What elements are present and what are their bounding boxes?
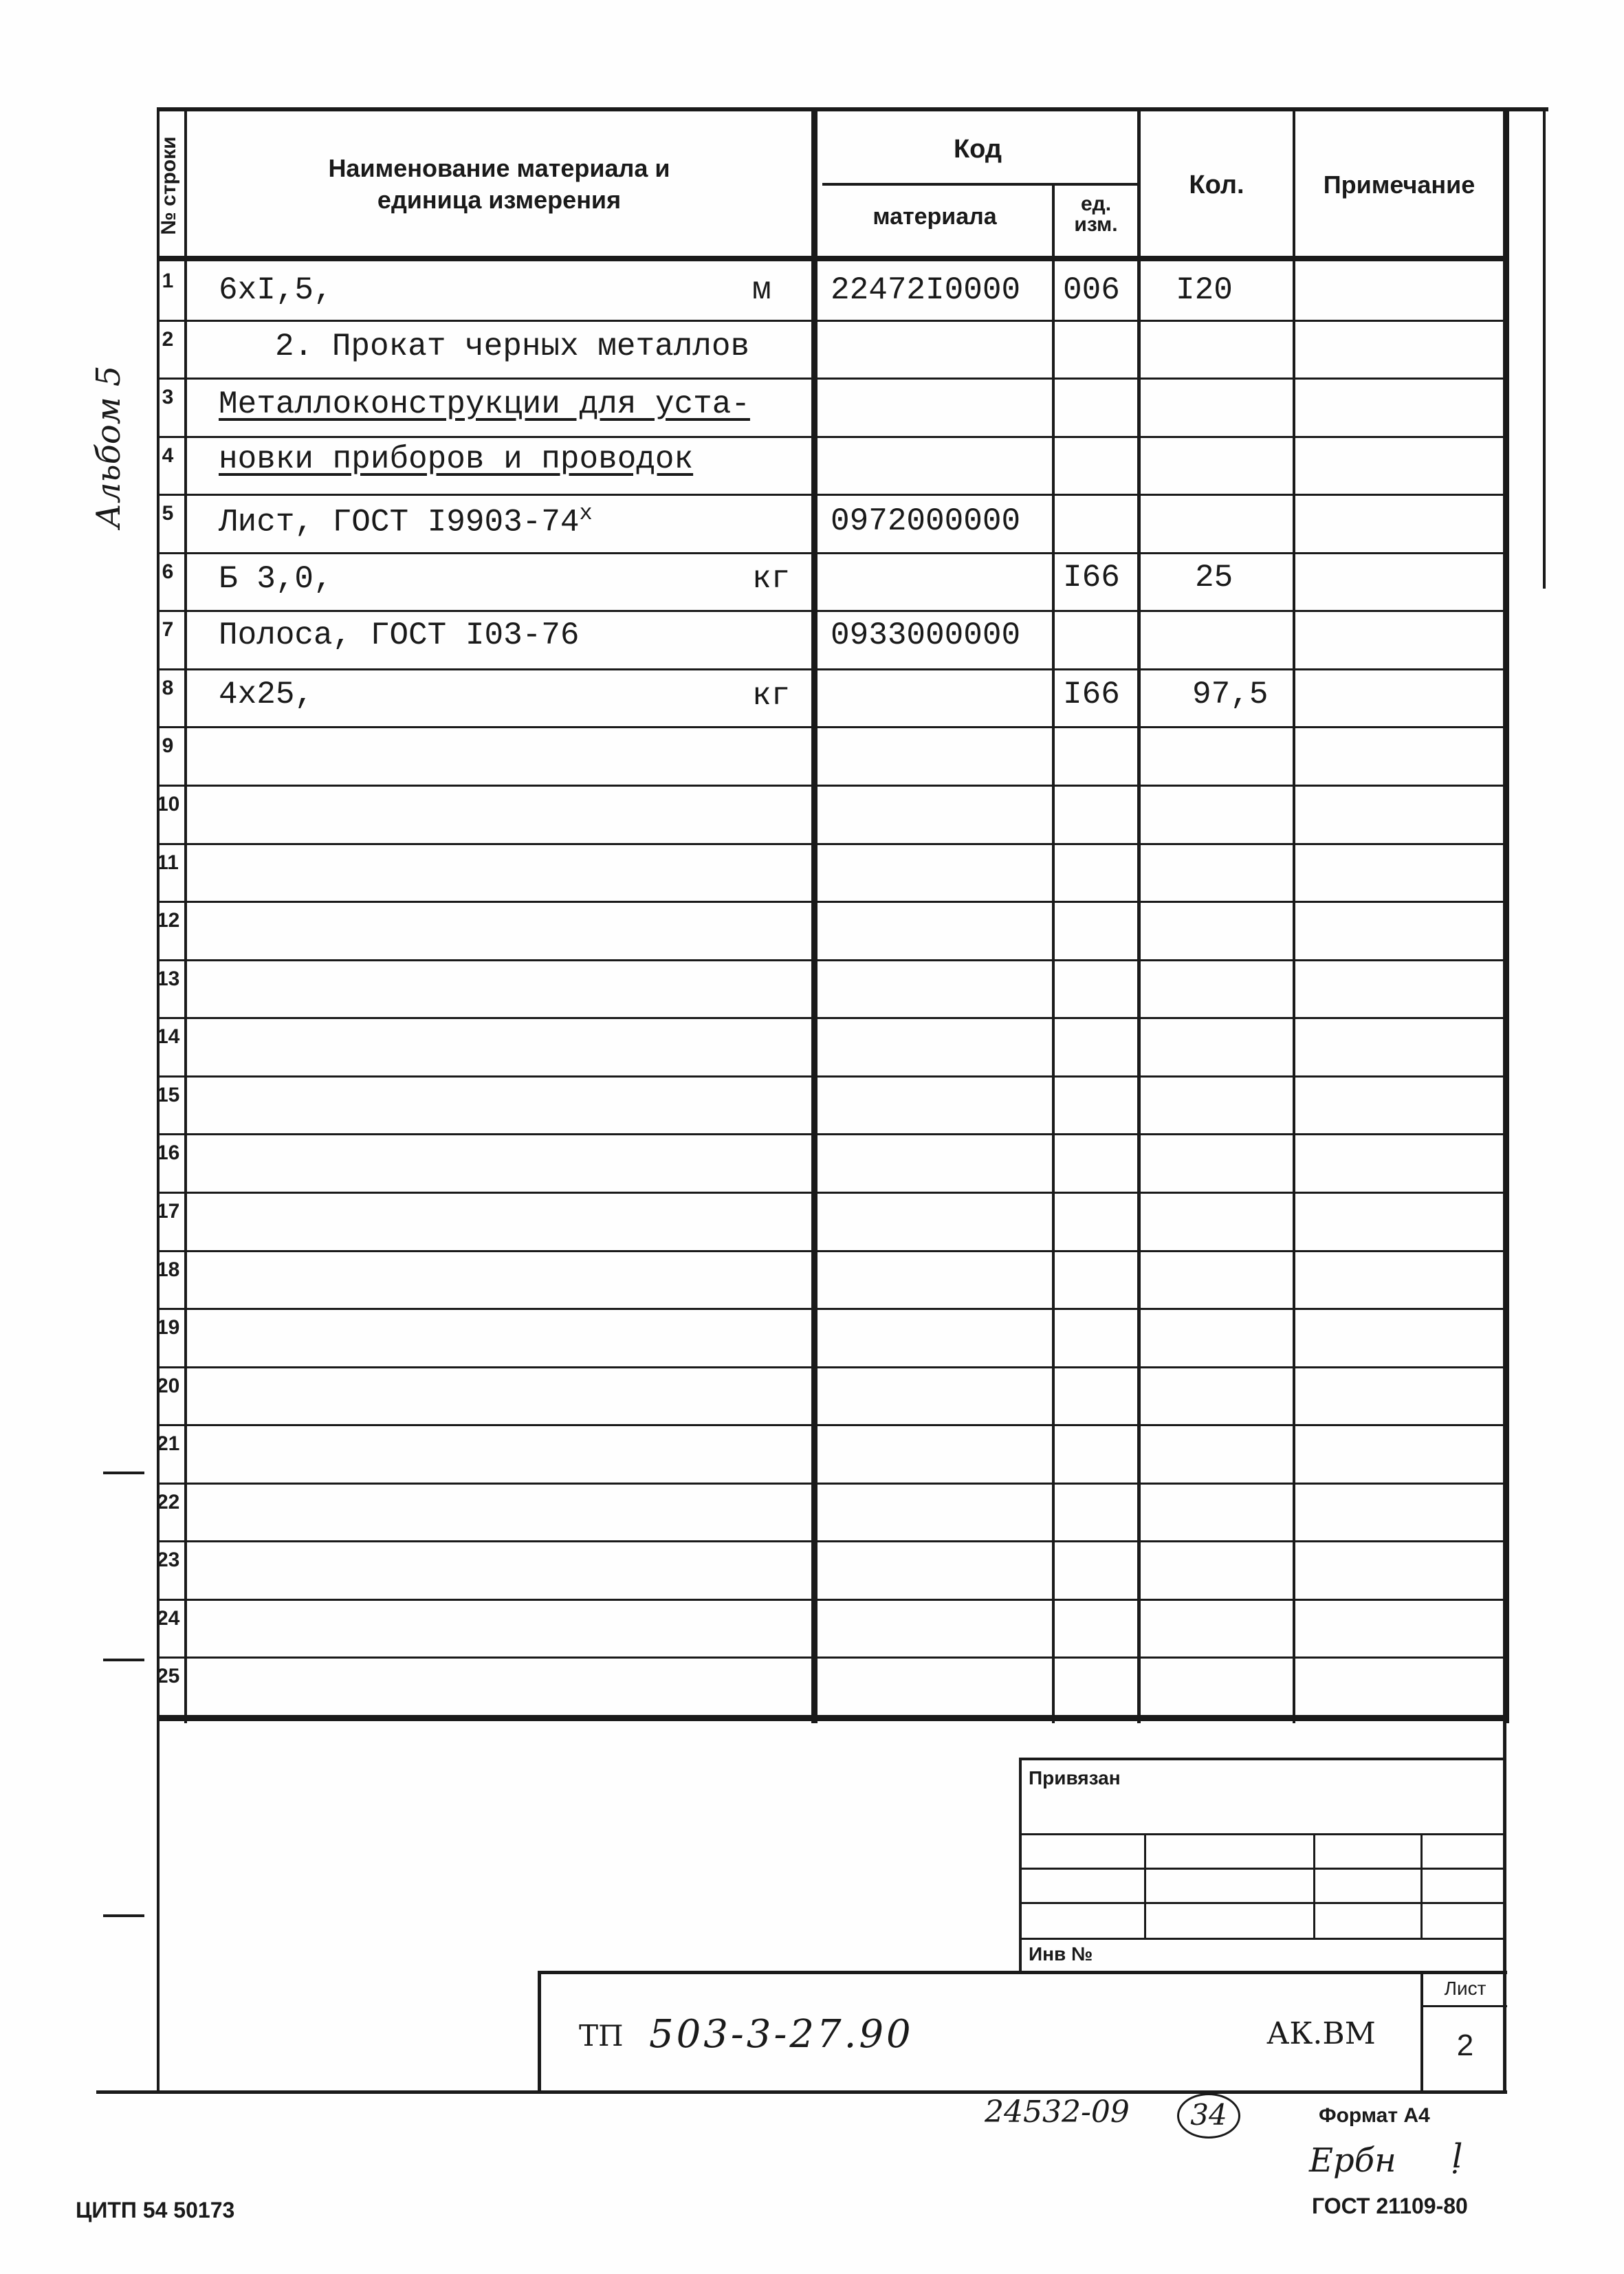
row-number: 5 — [162, 502, 174, 525]
row8-qty: 97,5 — [1192, 677, 1269, 712]
inventory-number-label: Инв № — [1029, 1943, 1093, 1965]
document-code: АК.ВМ — [1266, 2016, 1376, 2051]
row7-code: 0933000000 — [831, 617, 1021, 653]
row-separator — [157, 668, 1508, 670]
margin-tick — [103, 1472, 144, 1474]
bound-label: Привязан — [1029, 1767, 1121, 1789]
citp-code: ЦИТП 54 50173 — [76, 2198, 235, 2222]
row-separator — [157, 1483, 1508, 1485]
material-code-header: материала — [873, 204, 997, 230]
row-separator — [157, 1657, 1508, 1659]
row-number: 1 — [162, 270, 174, 292]
sheet-label: Лист — [1444, 1978, 1486, 1999]
row8-name: 4х25, — [219, 677, 314, 712]
row-number-header: № строки — [157, 136, 180, 235]
row-separator — [157, 1192, 1508, 1194]
row-number: 16 — [157, 1141, 180, 1164]
row-number: 23 — [157, 1549, 180, 1571]
row-separator — [157, 785, 1508, 787]
row-number: 2 — [162, 328, 174, 351]
row-separator — [157, 1424, 1508, 1426]
row-number: 9 — [162, 734, 174, 757]
row-number: 12 — [157, 909, 180, 932]
row-number: 15 — [157, 1084, 180, 1106]
row-separator — [157, 1075, 1508, 1078]
row7-name: Полоса, ГОСТ I03-76 — [219, 617, 580, 653]
row-separator — [157, 552, 1508, 554]
row-number: 13 — [157, 967, 180, 990]
name-header — [187, 153, 811, 216]
circled-number: 34 — [1177, 2093, 1240, 2139]
signature-mark: ḷ — [1452, 2137, 1463, 2176]
row-separator — [157, 610, 1508, 612]
document-number: 503-3-27.90 — [649, 2012, 914, 2057]
signature-image: Ербн — [1309, 2141, 1396, 2180]
row3-name: Металлоконструкции для уста- — [219, 386, 750, 422]
inventory-handwritten: 24532-09 — [985, 2095, 1130, 2130]
row-separator — [157, 901, 1508, 903]
row1-unit: м — [752, 272, 771, 308]
row-number: 3 — [162, 386, 174, 408]
row1-unit-code: 006 — [1063, 272, 1120, 308]
name-header-line1: Наименование материала и — [328, 154, 670, 182]
format-label: Формат А4 — [1319, 2104, 1430, 2127]
row-number: 14 — [157, 1025, 180, 1048]
note-header: Примечание — [1323, 171, 1475, 199]
row-separator — [157, 494, 1508, 496]
row-separator — [157, 726, 1508, 728]
row-number: 8 — [162, 677, 174, 699]
row-number: 24 — [157, 1607, 180, 1630]
row4-name: новки приборов и проводок — [219, 441, 694, 477]
row-separator — [157, 959, 1508, 961]
row-number: 22 — [157, 1491, 180, 1513]
sheet-number: 2 — [1456, 2029, 1474, 2062]
row-separator — [157, 1017, 1508, 1019]
row6-unit-code: I66 — [1063, 560, 1120, 595]
row6-name: Б 3,0, — [219, 561, 333, 597]
row1-code: 22472I0000 — [831, 272, 1021, 308]
unit-code-header-line1: ед. — [1080, 193, 1112, 215]
album-margin-note: Альбом 5 — [89, 365, 128, 529]
row-number: 18 — [157, 1258, 180, 1281]
margin-tick — [103, 1914, 144, 1917]
row-number: 20 — [157, 1375, 180, 1397]
gost-reference: ГОСТ 21109-80 — [1312, 2194, 1468, 2218]
row-separator — [157, 1308, 1508, 1310]
row-separator — [157, 436, 1508, 438]
row6-unit: кг — [752, 561, 791, 597]
row-number: 25 — [157, 1665, 180, 1687]
row-separator — [157, 320, 1508, 322]
row8-unit-code: I66 — [1063, 677, 1120, 712]
row-number: 10 — [157, 793, 180, 816]
row-separator — [157, 843, 1508, 845]
row-number: 7 — [162, 618, 174, 641]
row1-name: 6хI,5, — [219, 272, 333, 308]
margin-tick — [103, 1659, 144, 1661]
row8-unit: кг — [752, 678, 791, 714]
name-header-line2: единица измерения — [377, 186, 622, 214]
row-separator — [157, 1250, 1508, 1252]
row-number: 6 — [162, 560, 174, 583]
row-number: 11 — [157, 851, 179, 874]
row-number: 19 — [157, 1316, 180, 1339]
document-prefix: ТП — [579, 2019, 624, 2053]
quantity-header: Кол. — [1189, 171, 1244, 199]
code-header: Код — [953, 135, 1002, 164]
row6-qty: 25 — [1195, 560, 1233, 595]
row5-name — [219, 501, 593, 540]
row5-name-text: Лист, ГОСТ I9903-74 — [219, 504, 580, 540]
unit-code-header-line2: изм. — [1074, 213, 1118, 236]
row5-superscript: х — [579, 501, 593, 526]
row-number: 4 — [162, 444, 174, 467]
row5-code: 0972000000 — [831, 503, 1021, 539]
row1-qty: I20 — [1176, 272, 1233, 308]
row-separator — [157, 1599, 1508, 1601]
row-separator — [157, 1366, 1508, 1368]
row-separator — [157, 1133, 1508, 1135]
row-separator — [157, 378, 1508, 380]
row-number: 21 — [157, 1432, 180, 1455]
row-number: 17 — [157, 1200, 180, 1223]
row-separator — [157, 1540, 1508, 1542]
row2-name: 2. Прокат черных металлов — [275, 329, 750, 364]
unit-code-header — [1055, 194, 1137, 235]
